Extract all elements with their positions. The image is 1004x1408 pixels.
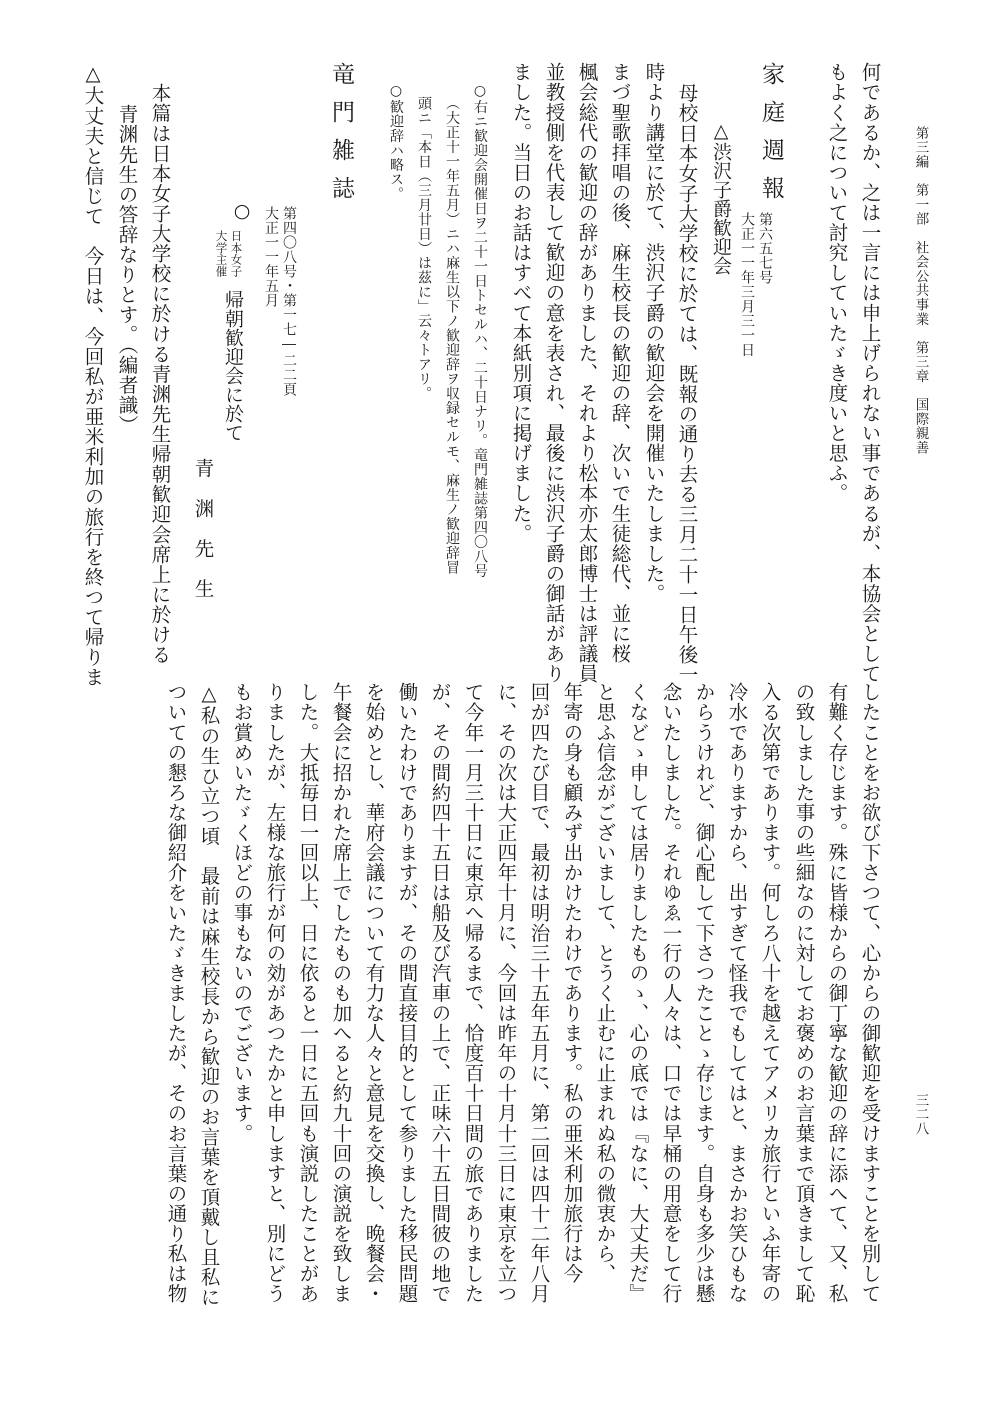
text-line: もお賞めいたゞくほどの事もないのでございます。	[230, 682, 254, 1144]
kateishuho-body-4: 楓会総代の歓迎の辞がありました、それより松本亦太郎博士は評議員	[575, 62, 599, 684]
kateishuho-body-6: ました。当日のお話はすべて本紙別項に掲げました。	[509, 62, 533, 544]
text-line: 働いたわけでありますが、その間直接目的として参りました移民問題	[395, 682, 419, 1304]
ryumon-event-mark: ○	[231, 200, 253, 222]
ryumon-intro-2: 青渊先生の答辞なりとす。（編者識）	[115, 104, 139, 436]
kateishuho-body-1: 母校日本女子大学校に於ては、既報の通り去る三月二十一日午後一	[675, 83, 699, 685]
text-line: からうけれど、御心配して下さつたことゝ存じます。自身も多少は懸	[692, 682, 716, 1304]
ryumon-issue-no: 第四〇八号・第一七―二二頁	[281, 206, 297, 397]
text-line: 念いたしました。それゆゑ一行の人々は、口では早桶の用意をして行	[659, 682, 683, 1304]
text-line: △私の生ひ立つ頃 最前は麻生校長から歓迎のお言葉を頂戴し且私に	[197, 682, 221, 1308]
text-line: 年寄の身も顧みず出かけたわけであります。私の亜米利加旅行は今	[560, 682, 584, 1284]
ryumon-issue-date: 大正一一年五月	[263, 206, 279, 308]
text-line: 有難く存じます。殊に皆様からの御丁寧な歓迎の辞に添へて、又、私	[825, 682, 849, 1304]
page-number: 三二八	[912, 1093, 929, 1136]
ryumon-event-org-2: 大学主催	[214, 230, 229, 278]
kateishuho-body-3: まづ聖歌拝唱の後、麻生校長の歓迎の辞、次いで生徒総代、並に桜	[608, 62, 632, 664]
kateishuho-note-1: ○右ニ歓迎会開催日ヲ二十一日トセルハ、二十日ナリ。竜門雑誌第四〇八号	[472, 83, 488, 578]
text-line: 入る次第であります。何しろ八十を越えてアメリカ旅行といふ年寄の	[758, 682, 782, 1304]
kateishuho-body-5: 並教授側を代表して歓迎の意を表され、最後に渋沢子爵の御話があり	[542, 62, 566, 684]
text-line: ついての懇ろな御紹介をいたゞきましたが、そのお言葉の通り私は物	[164, 682, 188, 1304]
text-line: の致しました事の些細なのに対してお褒めのお言葉まで頂きまして恥	[792, 682, 816, 1304]
ryumon-event-name: 帰朝歓迎会に於て	[222, 290, 244, 442]
ryumon-opening-line: △大丈夫と信じて 今日は、今回私が亜米利加の旅行を終つて帰りま	[81, 62, 105, 688]
kateishuho-body-2: 時より講堂に於て、渋沢子爵の歓迎会を開催いたしました。	[642, 62, 666, 604]
kateishuho-issue-no: 第六五七号	[757, 212, 773, 285]
kateishuho-title: 家庭週報	[758, 62, 784, 214]
kateishuho-event: △渋沢子爵歓迎会	[710, 120, 732, 275]
text-line: て今年一月三十日に東京へ帰るまで、恰度百十日間の旅でありました	[461, 682, 485, 1304]
ryumon-intro-1: 本篇は日本女子大学校に於ける青渊先生帰朝歓迎会席上に於ける	[148, 83, 172, 665]
kateishuho-note-3: 頭ニ「本日（三月廿日）は茲に」云々トアリ。	[416, 96, 432, 401]
kateishuho-note-4: ○歓迎辞ハ略ス。	[388, 83, 404, 201]
text-line: 回が四たび目で、最初は明治三十五年五月に、第二回は四十二年八月	[527, 682, 551, 1304]
text-line: 冷水でありますから、出すぎて怪我でもしてはと、まさかお笑ひもな	[725, 682, 749, 1304]
text-line: が、その間約四十五日は船及び汽車の上で、正味六十五日間彼の地で	[428, 682, 452, 1304]
text-line: くなどゝ申しては居りましたものゝ、心の底では『なに、大丈夫だ』	[626, 682, 650, 1304]
intro-line-2: もよく之について討究していたゞき度いと思ふ。	[825, 62, 849, 504]
text-line: したことをお欲び下さつて、心からの御歓迎を受けますことを別して	[858, 682, 882, 1304]
ryumon-title: 竜門雑誌	[328, 62, 354, 214]
ryumon-event-org-1: 日本女子	[229, 230, 244, 278]
text-line: を始めとし、華府会議について有力な人々と意見を交換し、晩餐会・	[362, 682, 386, 1304]
text-line: りましたが、左様な旅行が何の効があつたかと申しますと、別にどう	[263, 682, 287, 1304]
ryumon-speaker: 青 渊 先 生	[191, 458, 215, 599]
kateishuho-issue-date: 大正一一年三月三一日	[739, 212, 755, 357]
text-line: した。大抵毎日一回以上、日に依ると一日に五回も演説したことがあ	[296, 682, 320, 1304]
running-head: 第三編 第一部 社会公共事業 第三章 国際親善	[912, 126, 929, 455]
text-line: 午餐会に招かれた席上でしたものも加へると約九十回の演説を致しま	[329, 682, 353, 1304]
text-line: に、その次は大正四年十月に、今回は昨年の十月十三日に東京を立つ	[494, 682, 518, 1304]
intro-line-1: 何であるか、之は一言には申上げられない事であるが、本協会として	[858, 62, 882, 684]
text-line: と思ふ信念がございまして、とうく止むに止まれぬ私の微衷から、	[593, 682, 617, 1284]
kateishuho-note-2: （大正十一年五月）ニハ麻生以下ノ歓迎辞ヲ収録セルモ、麻生ノ歓迎辞冒	[444, 96, 460, 575]
